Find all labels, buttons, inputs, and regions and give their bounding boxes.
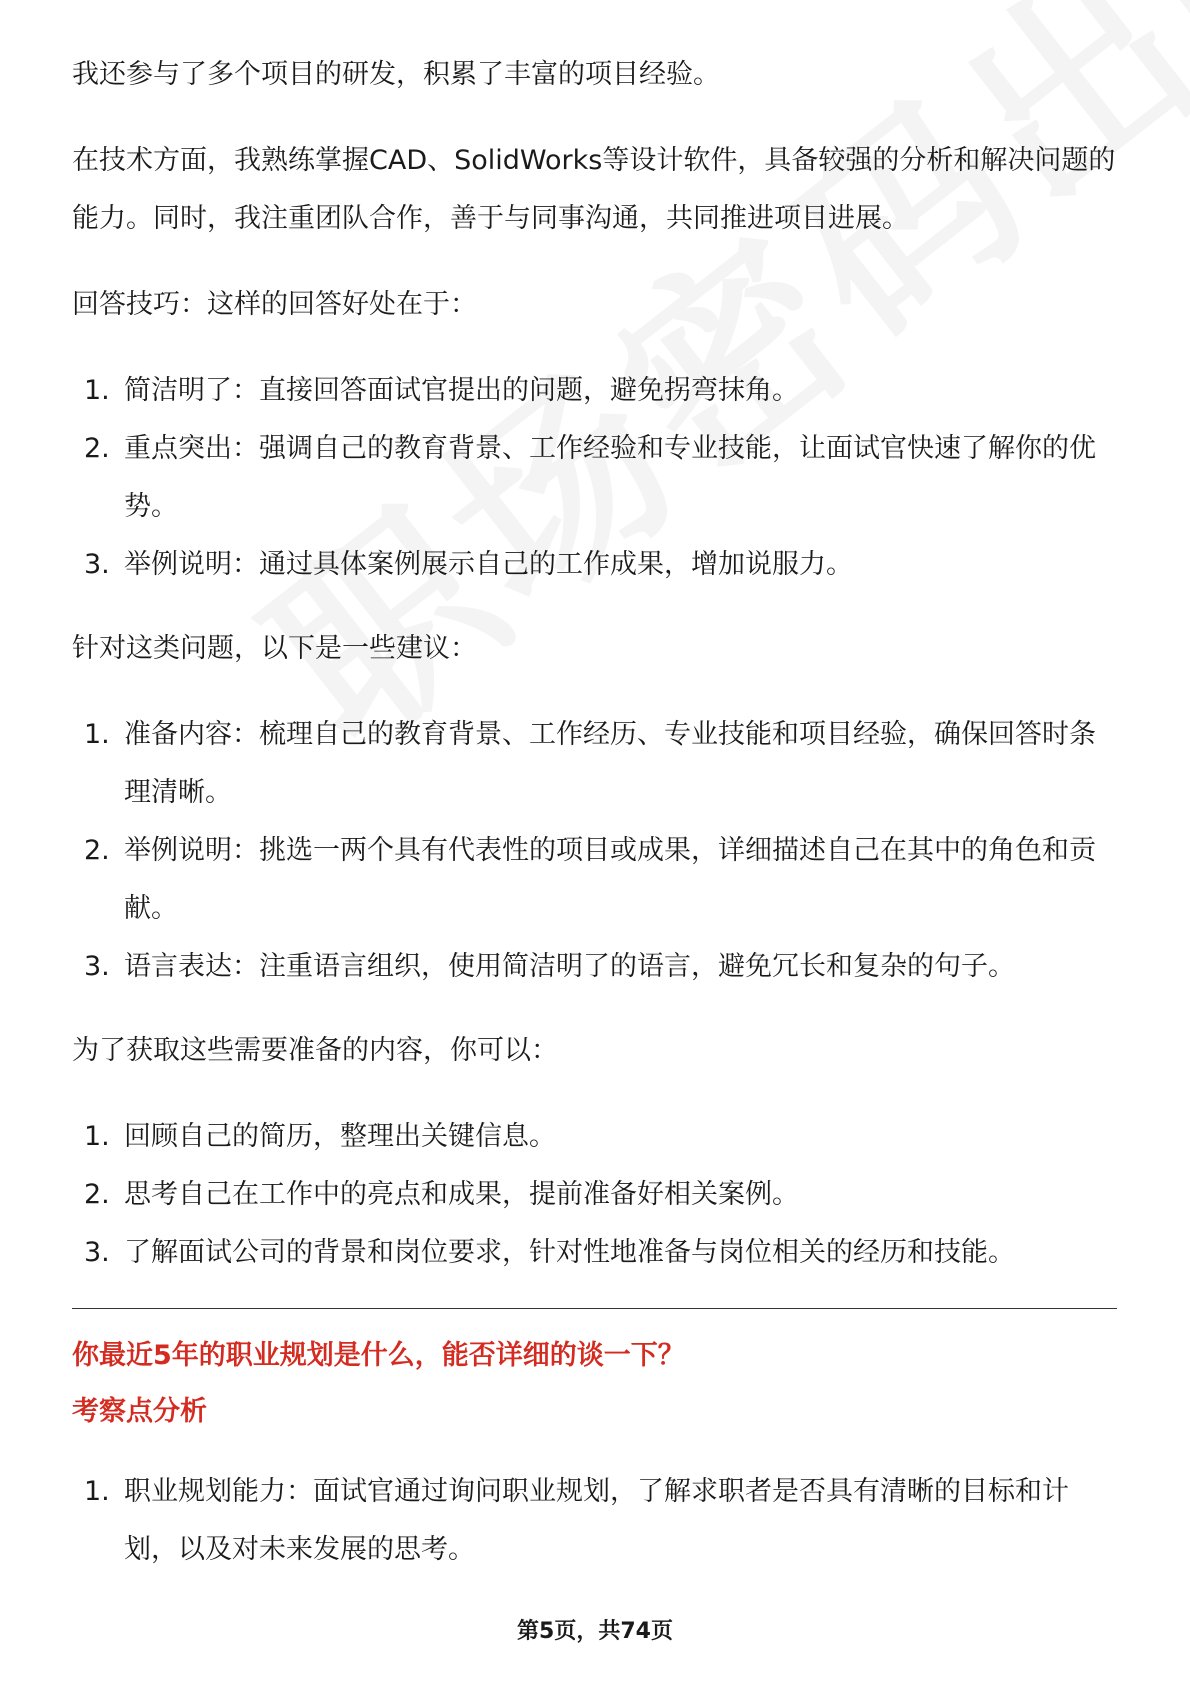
list-item-text: 职业规划能力：面试官通过询问职业规划，了解求职者是否具有清晰的目标和计划，以及对未来发展的思考。: [124, 1476, 1069, 1565]
list-item-text: 思考自己在工作中的亮点和成果，提前准备好相关案例。: [124, 1179, 799, 1210]
list-item: [72, 706, 1117, 822]
list-item-text: 简洁明了：直接回答面试官提出的问题，避免拐弯抹角。: [124, 375, 799, 406]
list-number: 2.: [84, 1179, 110, 1210]
list-item: [72, 1224, 1117, 1282]
list-item: [72, 1108, 1117, 1166]
list-number: 1.: [84, 1121, 110, 1152]
list-item: [72, 1166, 1117, 1224]
page-footer: 第5页，共74页: [517, 1619, 673, 1644]
list-number: 1.: [84, 719, 110, 750]
section-divider: [72, 1308, 1117, 1309]
list-item-text: 举例说明：通过具体案例展示自己的工作成果，增加说服力。: [124, 549, 853, 580]
list-item: [72, 1463, 1117, 1579]
preparation-list: [72, 1108, 1117, 1282]
analysis-list: [72, 1463, 1117, 1579]
suggestions-list: [72, 706, 1117, 996]
list-item-text: 重点突出：强调自己的教育背景、工作经验和专业技能，让面试官快速了解你的优势。: [124, 433, 1096, 522]
list-item-text: 准备内容：梳理自己的教育背景、工作经历、专业技能和项目经验，确保回答时条理清晰。: [124, 719, 1096, 808]
paragraph: 为了获取这些需要准备的内容，你可以：: [72, 1035, 558, 1066]
analysis-heading: 考察点分析: [72, 1396, 207, 1427]
list-item-text: 了解面试公司的背景和岗位要求，针对性地准备与岗位相关的经历和技能。: [124, 1237, 1015, 1268]
list-number: 1.: [84, 375, 110, 406]
question-heading: 你最近5年的职业规划是什么，能否详细的谈一下？: [72, 1340, 685, 1371]
list-number: 3.: [84, 549, 110, 580]
list-item: [72, 420, 1117, 536]
list-item: [72, 362, 1117, 420]
list-number: 2.: [84, 433, 110, 464]
paragraph: 在技术方面，我熟练掌握CAD、SolidWorks等设计软件，具备较强的分析和解决问题的能力。同时，我注重团队合作，善于与同事沟通，共同推进项目进展。: [72, 145, 1116, 234]
list-item: [72, 536, 1117, 594]
paragraph: 我还参与了多个项目的研发，积累了丰富的项目经验。: [72, 59, 720, 90]
paragraph: 针对这类问题，以下是一些建议：: [72, 633, 477, 664]
page-content: [72, 46, 1117, 1605]
list-number: 3.: [84, 951, 110, 982]
list-item-text: 语言表达：注重语言组织，使用简洁明了的语言，避免冗长和复杂的句子。: [124, 951, 1015, 982]
list-item: [72, 938, 1117, 996]
list-item: [72, 822, 1117, 938]
answer-tips-list: [72, 362, 1117, 594]
list-number: 2.: [84, 835, 110, 866]
list-number: 1.: [84, 1476, 110, 1507]
list-item-text: 举例说明：挑选一两个具有代表性的项目或成果，详细描述自己在其中的角色和贡献。: [124, 835, 1096, 924]
list-number: 3.: [84, 1237, 110, 1268]
paragraph: 回答技巧：这样的回答好处在于：: [72, 289, 477, 320]
list-item-text: 回顾自己的简历，整理出关键信息。: [124, 1121, 556, 1152]
